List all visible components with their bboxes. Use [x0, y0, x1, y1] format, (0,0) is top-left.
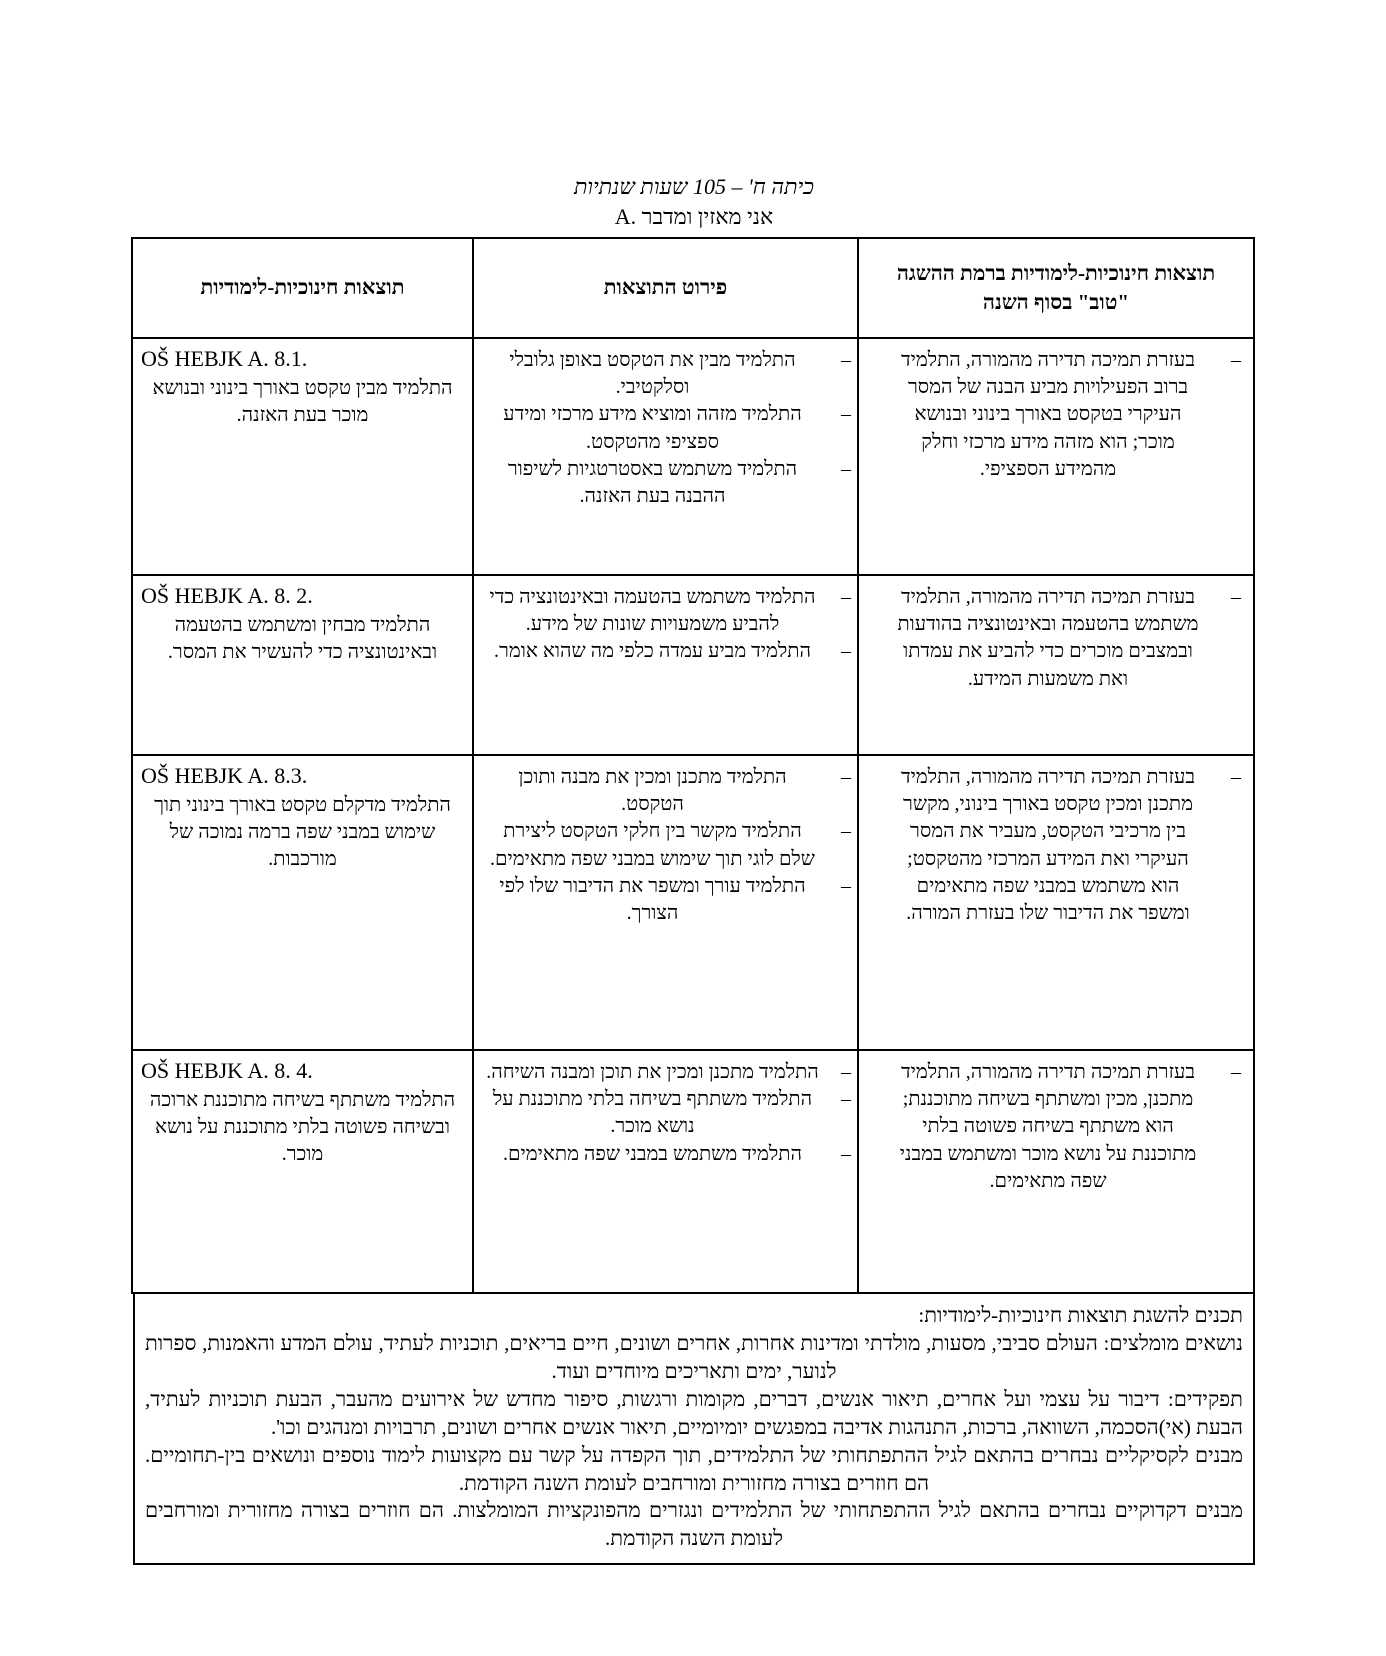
- list-item: [482, 764, 853, 818]
- list-item: [482, 1141, 853, 1168]
- header-details: פירוט התוצאות: [473, 238, 858, 338]
- table-row: [132, 575, 1254, 755]
- outcome-cell: [132, 575, 473, 755]
- details-cell: [473, 575, 858, 755]
- outcome-code: OŠ HEBJK A. 8.1.: [141, 346, 308, 371]
- contents-footer: [133, 1294, 1255, 1565]
- dash-bullet-icon: –: [841, 403, 851, 426]
- doc-subtitle: A. אני מאזין ומדבר: [614, 204, 774, 229]
- dash-bullet-icon: –: [1231, 586, 1241, 608]
- footer-lexical-structures: מבנים לקסיקליים נבחרים בהתאם לגיל ההתפתחותי של התלמידים, תוך הקפדה על קשר עם מקצועות לימוד נוספים ונושאים בין-תחומיים. הם חוזרים בצורה מחזורית ומורחבים לעומת השנה הקודמת.: [145, 1442, 1243, 1495]
- outcome-description: התלמיד מבחין ומשתמש בהטעמה ובאינטונציה כדי להעשיר את המסר.: [167, 613, 438, 663]
- outcome-cell: [132, 755, 473, 1050]
- good-level-text: בעזרת תמיכה תדירה מהמורה, התלמיד ברוב הפעילויות מביע הבנה של המסר העיקרי בטקסט באורך בינוני ובנושא מוכר; הוא מזהה מידע מרכזי וחלק מהמידע הספציפי.: [901, 349, 1195, 480]
- list-item: [482, 818, 853, 872]
- list-item: [482, 638, 853, 665]
- dash-bullet-icon: –: [1231, 349, 1241, 371]
- details-cell: [473, 1050, 858, 1293]
- footer-grammar-structures: מבנים דקדוקיים נבחרים בהתאם לגיל ההתפתחותי של התלמידים ונגזרים מהפונקציות המומלצות. הם חוזרים בצורה מחזורית ומורחבים לעומת השנה הקודמת.: [145, 1498, 1243, 1551]
- list-item: [482, 1059, 853, 1086]
- outcome-cell: [132, 1050, 473, 1293]
- outcome-code: OŠ HEBJK A. 8.3.: [141, 763, 308, 788]
- good-level-text: בעזרת תמיכה תדירה מהמורה, התלמיד מתכנן ומכין טקסט באורך בינוני, מקשר בין מרכיבי הטקסט, מעביר את המסר העיקרי ואת המידע המרכזי מהטקסט; הוא משתמש במבני שפה מתאימים ומשפר את הדיבור שלו בעזרת המורה.: [901, 766, 1195, 924]
- good-level-cell: [858, 575, 1254, 755]
- detail-text: התלמיד משתמש בהטעמה ובאינטונציה כדי להביע משמעויות שונות של מידע.: [489, 586, 816, 636]
- dash-bullet-icon: –: [841, 766, 851, 788]
- outcome-description: התלמיד מבין טקסט באורך בינוני ובנושא מוכר בעת האזנה.: [152, 376, 453, 426]
- dash-bullet-icon: –: [841, 640, 851, 663]
- detail-text: התלמיד משתתף בשיחה בלתי מתוכננת על נושא מוכר.: [492, 1088, 813, 1138]
- table-row: [132, 1050, 1254, 1293]
- list-item: [482, 584, 853, 638]
- detail-text: התלמיד מתכנן ומכין את מבנה ותוכן הטקסט.: [518, 766, 787, 816]
- outcome-description: התלמיד משתתף בשיחה מתוכננת ארוכה ובשיחה פשוטה בלתי מתוכננת על נושא מוכר.: [149, 1088, 456, 1165]
- title-block: [133, 172, 1255, 232]
- good-level-cell: [858, 338, 1254, 575]
- dash-bullet-icon: –: [1231, 766, 1241, 788]
- doc-title: כיתה ח' – 105 שעות שנתיות: [573, 174, 815, 199]
- list-item: [869, 764, 1247, 927]
- outcome-description: התלמיד מדקלם טקסט באורך בינוני תוך שימוש במבני שפה ברמה נמוכה של מורכבות.: [154, 793, 451, 870]
- list-item: [482, 401, 853, 455]
- list-item: [482, 1086, 853, 1140]
- dash-bullet-icon: –: [841, 349, 851, 371]
- good-level-text: בעזרת תמיכה תדירה מהמורה, התלמיד משתמש בהטעמה ובאינטונציה בהודעות ובמצבים מוכרים כדי להביע את עמדתו ואת משמעות המידע.: [897, 586, 1199, 690]
- dash-bullet-icon: –: [841, 586, 851, 608]
- header-outcomes: תוצאות חינוכיות-לימודיות: [132, 238, 473, 338]
- footer-intro: תכנים להשגת תוצאות חינוכיות-לימודיות:: [918, 1303, 1243, 1327]
- detail-text: התלמיד מזהה ומוציא מידע מרכזי ומידע ספציפי מהטקסט.: [503, 403, 802, 453]
- footer-functions: תפקידים: דיבור על עצמי ועל אחרים, תיאור אנשים, דברים, מקומות ורגשות, סיפור מחדש של אירועים מהעבר, הבעת תוכניות לעתיד, הבעת (אי)הסכמה, השוואה, ברכות, התנהגות אדיבה במפגשים יומיומיים, תיאור אנשים אחרים ושונים, תרבויות ומנהגים וכו'.: [145, 1386, 1243, 1439]
- dash-bullet-icon: –: [841, 820, 851, 843]
- detail-text: התלמיד עורך ומשפר את הדיבור שלו לפי הצורך.: [499, 874, 806, 924]
- details-cell: [473, 755, 858, 1050]
- dash-bullet-icon: –: [841, 457, 851, 480]
- detail-text: התלמיד מקשר בין חלקי הטקסט ליצירת שלם לוגי תוך שימוש במבני שפה מתאימים.: [490, 820, 815, 870]
- outcome-code: OŠ HEBJK A. 8. 4.: [141, 1058, 313, 1083]
- dash-bullet-icon: –: [841, 1088, 851, 1111]
- dash-bullet-icon: –: [841, 874, 851, 897]
- detail-text: התלמיד משתמש במבני שפה מתאימים.: [503, 1142, 802, 1165]
- list-item: [482, 347, 853, 401]
- outcome-cell: [132, 338, 473, 575]
- detail-text: התלמיד מבין את הטקסט באופן גלובלי וסלקטיבי.: [509, 349, 796, 399]
- dash-bullet-icon: –: [1231, 1061, 1241, 1083]
- good-level-text: בעזרת תמיכה תדירה מהמורה, התלמיד מתכנן, מכין ומשתתף בשיחה מתוכננת; הוא משתתף בשיחה פשוטה בלתי מתוכננת על נושא מוכר ומשתמש במבני שפה מתאימים.: [899, 1061, 1197, 1192]
- list-item: [869, 584, 1247, 693]
- dash-bullet-icon: –: [841, 1142, 851, 1165]
- footer-topics: נושאים מומלצים: העולם סביבי, מסעות, מולדתי ומדינות אחרות, אחרים ושונים, חיים בריאים, תוכניות לעתיד, עולם המדע והאמנות, ספרות לנוער, ימים ותאריכים מיוחדים ועוד.: [145, 1330, 1243, 1383]
- list-item: [482, 456, 853, 510]
- details-cell: [473, 338, 858, 575]
- list-item: [482, 873, 853, 927]
- good-level-cell: [858, 1050, 1254, 1293]
- detail-text: התלמיד מביע עמדה כלפי מה שהוא אומר.: [494, 640, 811, 663]
- list-item: [869, 1059, 1247, 1195]
- good-level-cell: [858, 755, 1254, 1050]
- detail-text: התלמיד משתמש באסטרטגיות לשיפור ההבנה בעת האזנה.: [507, 457, 798, 507]
- outcome-code: OŠ HEBJK A. 8. 2.: [141, 583, 313, 608]
- table-header-row: [132, 238, 1254, 338]
- dash-bullet-icon: –: [841, 1061, 851, 1083]
- table-row: [132, 755, 1254, 1050]
- detail-text: התלמיד מתכנן ומכין את תוכן ומבנה השיחה.: [486, 1061, 819, 1083]
- header-good-level: תוצאות חינוכיות-לימודיות ברמת ההשגה "טוב" בסוף השנה: [858, 238, 1254, 338]
- outcomes-table: [131, 237, 1255, 1294]
- table-row: [132, 338, 1254, 575]
- list-item: [869, 347, 1247, 483]
